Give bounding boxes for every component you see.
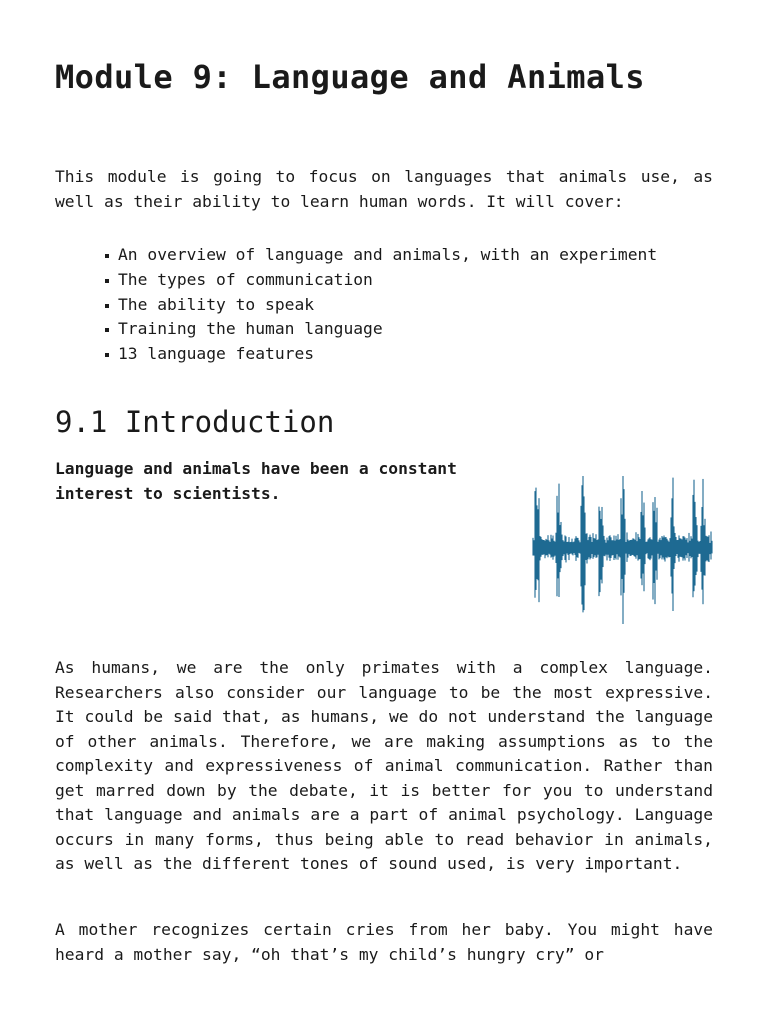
section-heading: 9.1 Introduction xyxy=(55,405,335,439)
body-paragraph: As humans, we are the only primates with a complex language. Researchers also consider our language to be the most expressive. It could be said that, as humans, we do not understand the language of other animals. Therefore, we are making assumptions as to the complexity and expressiveness of animal communication. Rather than get marred down by the debate, it is better for you to understand that language and animals are a part of animal psychology. Language occurs in many forms, thus being able to read behavior in animals, as well as the different tones of sound used, is very important. xyxy=(55,658,713,873)
waveform-lines xyxy=(533,476,712,624)
list-item: An overview of language and animals, with an experiment xyxy=(118,243,657,268)
intro-paragraph: This module is going to focus on languages that animals use, as well as their ability to learn human words. It will cover: xyxy=(55,167,713,211)
list-item: The types of communication xyxy=(118,268,657,293)
cover-list xyxy=(55,243,657,367)
list-item: The ability to speak xyxy=(118,293,657,318)
list-item: 13 language features xyxy=(118,342,657,367)
page-title: Module 9: Language and Animals xyxy=(55,58,645,96)
list-item: Training the human language xyxy=(118,317,657,342)
body-paragraph: A mother recognizes certain cries from her baby. You might have heard a mother say, “oh that’s my child’s hungry cry” or xyxy=(55,920,713,964)
lead-sentence: Language and animals have been a constant interest to scientists. xyxy=(55,459,457,503)
sound-waveform-image xyxy=(531,474,715,626)
